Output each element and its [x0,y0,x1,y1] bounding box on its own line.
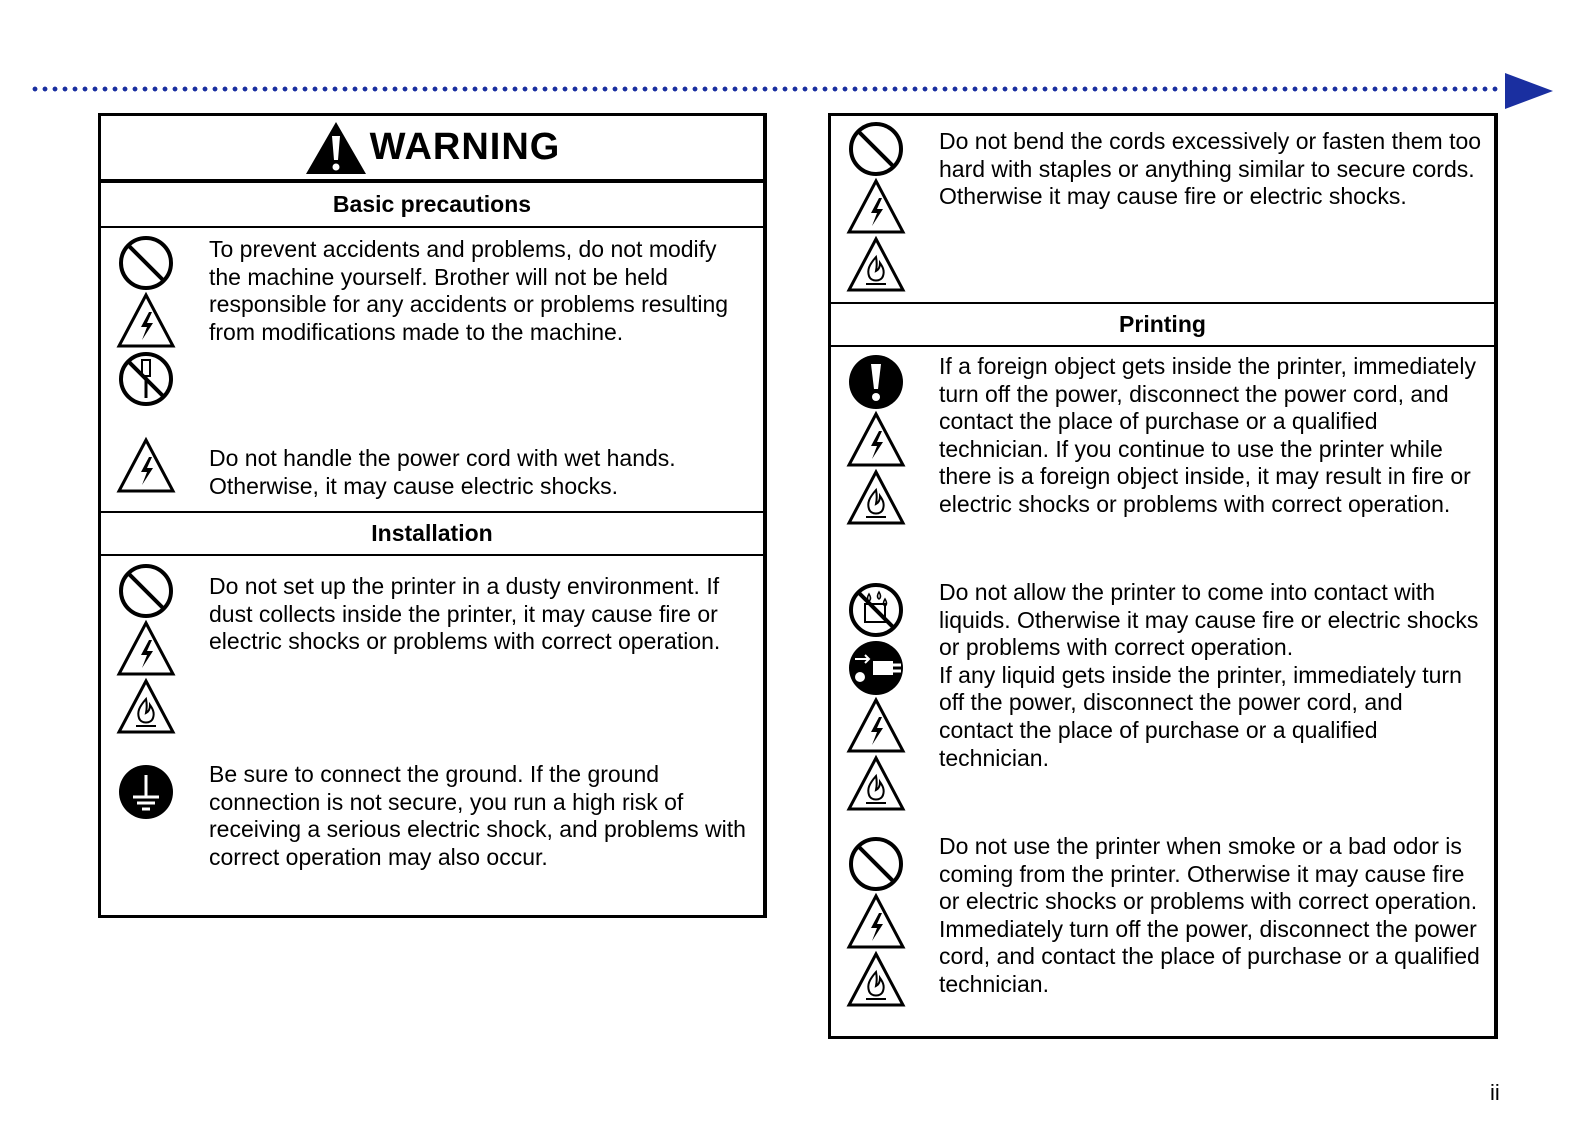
fire-icon [115,676,177,738]
list-item [101,435,763,511]
list-item [831,347,1494,579]
prohibition-icon [845,833,907,895]
electric-shock-icon [115,618,177,680]
item-text-2: If any liquid gets inside the printer, immediately turn off the power, disconnect the power cord, and contact the place of purchase or a qualified technician. [939,661,1462,771]
prohibition-icon [115,232,177,294]
prohibition-icon [845,118,907,180]
prohibition-icon [115,560,177,622]
warning-triangle-icon [304,120,368,176]
do-not-disassemble-icon [115,348,177,410]
list-item [831,116,1494,302]
item-text: Do not use the printer when smoke or a bad odor is coming from the printer. Otherwise it may cause fire or electric shocks or problems with correct operation. Immediately turn off the power, disconnect the power cord, and contact the place of purchase or a qualified technician. [939,833,1480,997]
list-item [101,556,763,761]
fire-icon [845,949,907,1011]
item-text: If a foreign object gets inside the printer, immediately turn off the power, disconnect the power cord, and contact the place of purchase or a qualified technician. If you continue to use the printer while there is a foreign object inside, it may result in fire or electric shocks or problems with correct operation. [939,353,1476,517]
item-text: Be sure to connect the ground. If the ground connection is not secure, you run a high risk of receiving a serious electric shock, and problems with correct operation may also occur. [209,761,746,870]
list-item [101,761,763,881]
mandatory-action-icon [845,351,907,413]
electric-shock-icon [845,176,907,238]
warning-header [101,116,763,183]
ground-icon [115,761,177,823]
list-item [831,833,1494,1023]
no-liquids-icon [845,579,907,641]
electric-shock-icon [115,435,177,497]
electric-shock-icon [845,695,907,757]
item-text: Do not set up the printer in a dusty environment. If dust collects inside the printer, it may cause fire or electric shocks or problems with correct operation. [209,573,721,655]
item-text: To prevent accidents and problems, do not modify the machine yourself. Brother will not be held responsible for any accidents or problems resulting from modifications made to the machine. [209,236,729,345]
item-text: Do not handle the power cord with wet hands. Otherwise, it may cause electric shocks. [209,445,676,499]
fire-icon [845,234,907,296]
warning-panel-left [98,113,767,918]
warning-title: WARNING [369,126,561,168]
electric-shock-icon [115,290,177,352]
fire-icon [845,753,907,815]
electric-shock-icon [845,891,907,953]
list-item [101,228,763,435]
page-number: ii [1490,1080,1500,1105]
section-title-printing: Printing [831,302,1494,347]
next-page-arrow-icon[interactable] [1505,73,1553,109]
list-item [831,579,1494,833]
unplug-icon [845,637,907,699]
electric-shock-icon [845,409,907,471]
section-title-installation: Installation [101,511,763,556]
section-title-basic-precautions: Basic precautions [101,183,763,228]
item-text: Do not allow the printer to come into contact with liquids. Otherwise it may cause fire or electric shocks or problems with correct operation. [939,579,1479,661]
warning-panel-right [828,113,1498,1039]
dotted-guide-line [30,85,1498,93]
fire-icon [845,467,907,529]
item-text: Do not bend the cords excessively or fasten them too hard with staples or anything similar to secure cords. Otherwise it may cause fire or electric shocks. [939,128,1482,210]
